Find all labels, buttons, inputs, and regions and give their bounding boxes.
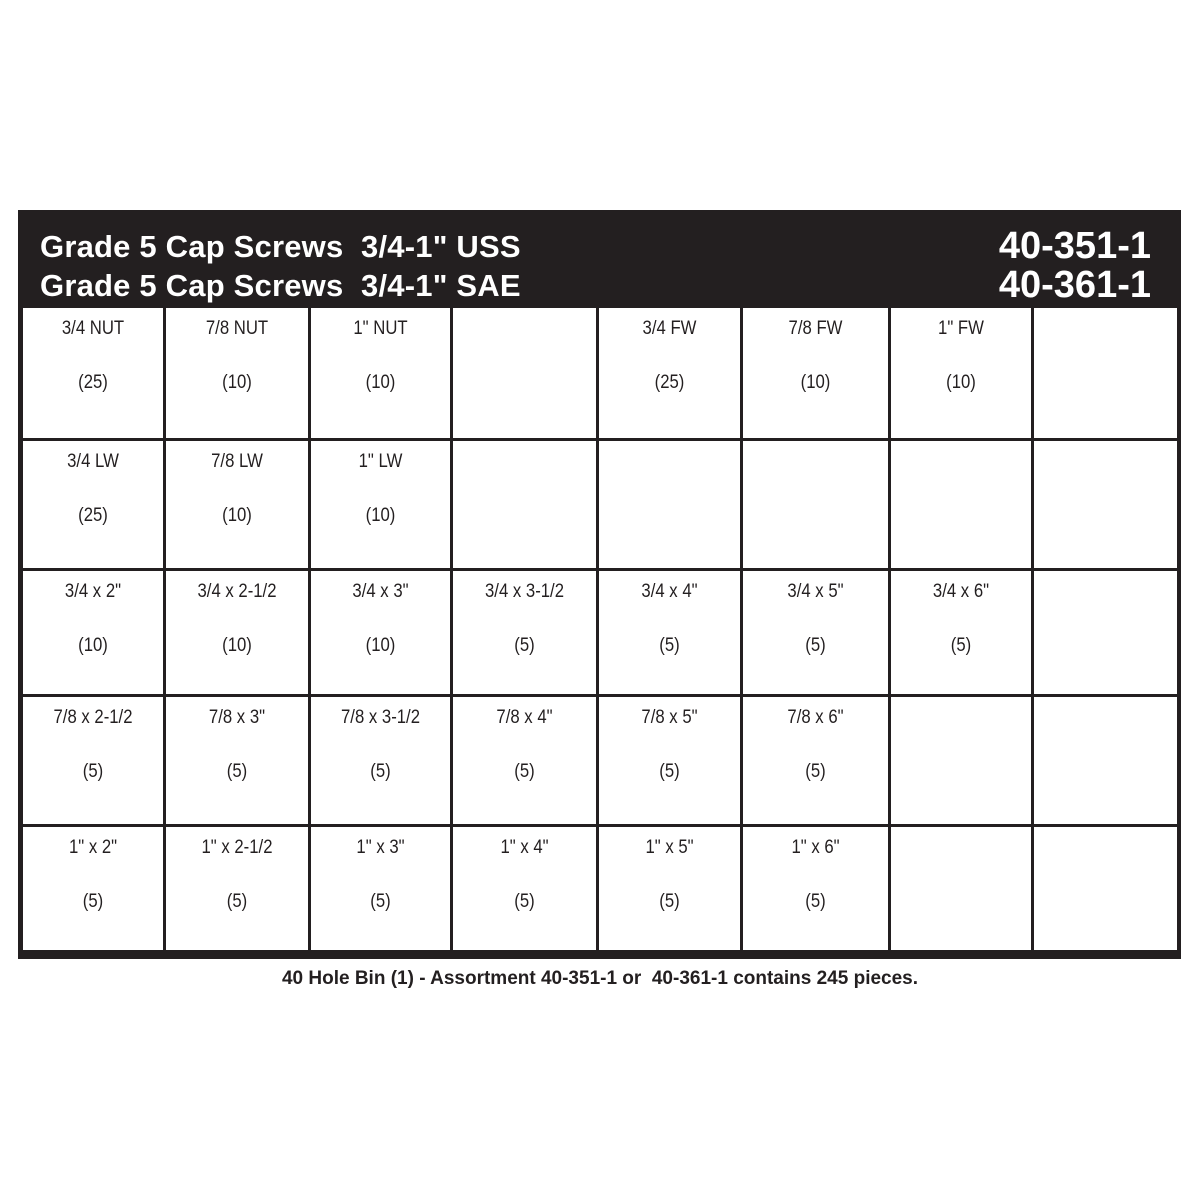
bin-quantity: (10) bbox=[222, 372, 252, 393]
bin-cell bbox=[23, 571, 163, 694]
bin-quantity: (5) bbox=[226, 761, 248, 782]
header-title-uss: Grade 5 Cap Screws 3/4-1" USS bbox=[40, 229, 521, 264]
bin-quantity: (10) bbox=[78, 635, 108, 656]
bin-cell bbox=[743, 571, 888, 694]
bin-label: 1" x 2-1/2 bbox=[201, 837, 273, 858]
bin-cell bbox=[1034, 571, 1177, 694]
bin-label: 3/4 x 2" bbox=[64, 581, 122, 602]
bin-cell bbox=[1034, 827, 1177, 950]
bin-cell bbox=[23, 697, 163, 824]
bin-cell bbox=[743, 827, 888, 950]
bin-cell bbox=[311, 827, 450, 950]
bin-label: 3/4 FW bbox=[642, 318, 697, 339]
bin-quantity: (25) bbox=[78, 505, 108, 526]
bin-cell bbox=[891, 308, 1031, 438]
bin-label: 7/8 x 3" bbox=[208, 707, 266, 728]
bin-quantity: (5) bbox=[805, 891, 826, 912]
bin-cell bbox=[1034, 441, 1177, 568]
bin-cell bbox=[166, 308, 308, 438]
bin-cell bbox=[311, 697, 450, 824]
bin-label: 7/8 LW bbox=[211, 451, 263, 472]
bin-quantity: (10) bbox=[365, 635, 396, 656]
bin-cell bbox=[891, 697, 1031, 824]
bin-label: 7/8 FW bbox=[788, 318, 843, 339]
bin-quantity: (5) bbox=[82, 761, 104, 782]
bin-label: 3/4 x 5" bbox=[787, 581, 844, 602]
bin-label: 1" x 5" bbox=[645, 837, 694, 858]
bin-cell bbox=[311, 441, 450, 568]
bin-quantity: (10) bbox=[222, 505, 252, 526]
bin-cell bbox=[453, 571, 596, 694]
bin-grid bbox=[23, 308, 1176, 953]
bin-label: 3/4 x 6" bbox=[932, 581, 990, 602]
bin-quantity: (5) bbox=[805, 635, 826, 656]
bin-cell bbox=[599, 827, 740, 950]
bin-quantity: (5) bbox=[82, 891, 104, 912]
bin-quantity: (5) bbox=[950, 635, 972, 656]
bin-cell bbox=[453, 441, 596, 568]
bin-cell bbox=[166, 697, 308, 824]
bin-quantity: (5) bbox=[805, 761, 826, 782]
bin-label: 1" NUT bbox=[353, 318, 408, 339]
bin-cell bbox=[1034, 697, 1177, 824]
bin-cell bbox=[599, 697, 740, 824]
part-number-sae: 40-361-1 bbox=[998, 264, 1151, 306]
bin-label: 7/8 x 2-1/2 bbox=[53, 707, 133, 728]
bin-cell bbox=[166, 441, 308, 568]
bin-cell bbox=[599, 571, 740, 694]
bin-cell bbox=[599, 308, 740, 438]
bin-label: 1" FW bbox=[938, 318, 984, 339]
bin-quantity: (25) bbox=[654, 372, 685, 393]
bin-cell bbox=[23, 827, 163, 950]
bin-cell bbox=[1034, 308, 1177, 438]
bin-quantity: (5) bbox=[659, 635, 680, 656]
bin-quantity: (25) bbox=[78, 372, 108, 393]
bin-cell bbox=[743, 441, 888, 568]
bin-label: 1" x 2" bbox=[68, 837, 118, 858]
bin-cell bbox=[891, 827, 1031, 950]
bin-label: 7/8 x 5" bbox=[641, 707, 698, 728]
bin-cell bbox=[23, 308, 163, 438]
bin-quantity: (10) bbox=[365, 372, 396, 393]
bin-quantity: (5) bbox=[370, 761, 391, 782]
bin-label: 1" x 3" bbox=[356, 837, 405, 858]
bin-quantity: (5) bbox=[659, 891, 680, 912]
bin-quantity: (10) bbox=[222, 635, 252, 656]
part-number-uss: 40-351-1 bbox=[998, 225, 1151, 267]
bin-quantity: (5) bbox=[514, 761, 535, 782]
bin-label: 3/4 x 2-1/2 bbox=[197, 581, 277, 602]
header-title-sae: Grade 5 Cap Screws 3/4-1" SAE bbox=[40, 268, 521, 303]
bin-label: 3/4 NUT bbox=[61, 318, 125, 339]
bin-label: 7/8 x 4" bbox=[496, 707, 553, 728]
bin-label: 1" LW bbox=[358, 451, 403, 472]
bin-cell bbox=[743, 308, 888, 438]
chart-header bbox=[18, 210, 1181, 307]
bin-label: 3/4 x 4" bbox=[641, 581, 698, 602]
bin-quantity: (5) bbox=[659, 761, 680, 782]
bin-label: 3/4 x 3-1/2 bbox=[484, 581, 565, 602]
bin-quantity: (5) bbox=[226, 891, 248, 912]
bin-label: 7/8 NUT bbox=[205, 318, 269, 339]
bin-cell bbox=[453, 308, 596, 438]
bin-cell bbox=[453, 827, 596, 950]
bin-cell bbox=[599, 441, 740, 568]
bin-label: 7/8 x 3-1/2 bbox=[340, 707, 421, 728]
bin-label: 1" x 6" bbox=[791, 837, 840, 858]
bin-quantity: (5) bbox=[370, 891, 391, 912]
bin-quantity: (5) bbox=[514, 891, 535, 912]
bin-cell bbox=[311, 571, 450, 694]
bin-quantity: (10) bbox=[800, 372, 831, 393]
assortment-footnote: 40 Hole Bin (1) - Assortment 40-351-1 or 40-361-1 contains 245 pieces. bbox=[281, 968, 919, 989]
bin-cell bbox=[166, 827, 308, 950]
bin-cell bbox=[23, 441, 163, 568]
assortment-chart bbox=[18, 210, 1181, 959]
bin-label: 1" x 4" bbox=[500, 837, 549, 858]
bin-quantity: (5) bbox=[514, 635, 535, 656]
bin-cell bbox=[453, 697, 596, 824]
bin-cell bbox=[743, 697, 888, 824]
bin-label: 3/4 x 3" bbox=[352, 581, 409, 602]
bin-quantity: (10) bbox=[946, 372, 976, 393]
bin-label: 7/8 x 6" bbox=[787, 707, 844, 728]
bin-cell bbox=[891, 441, 1031, 568]
bin-label: 3/4 LW bbox=[67, 451, 119, 472]
bin-cell bbox=[311, 308, 450, 438]
bin-quantity: (10) bbox=[365, 505, 396, 526]
bin-cell bbox=[166, 571, 308, 694]
bin-cell bbox=[891, 571, 1031, 694]
